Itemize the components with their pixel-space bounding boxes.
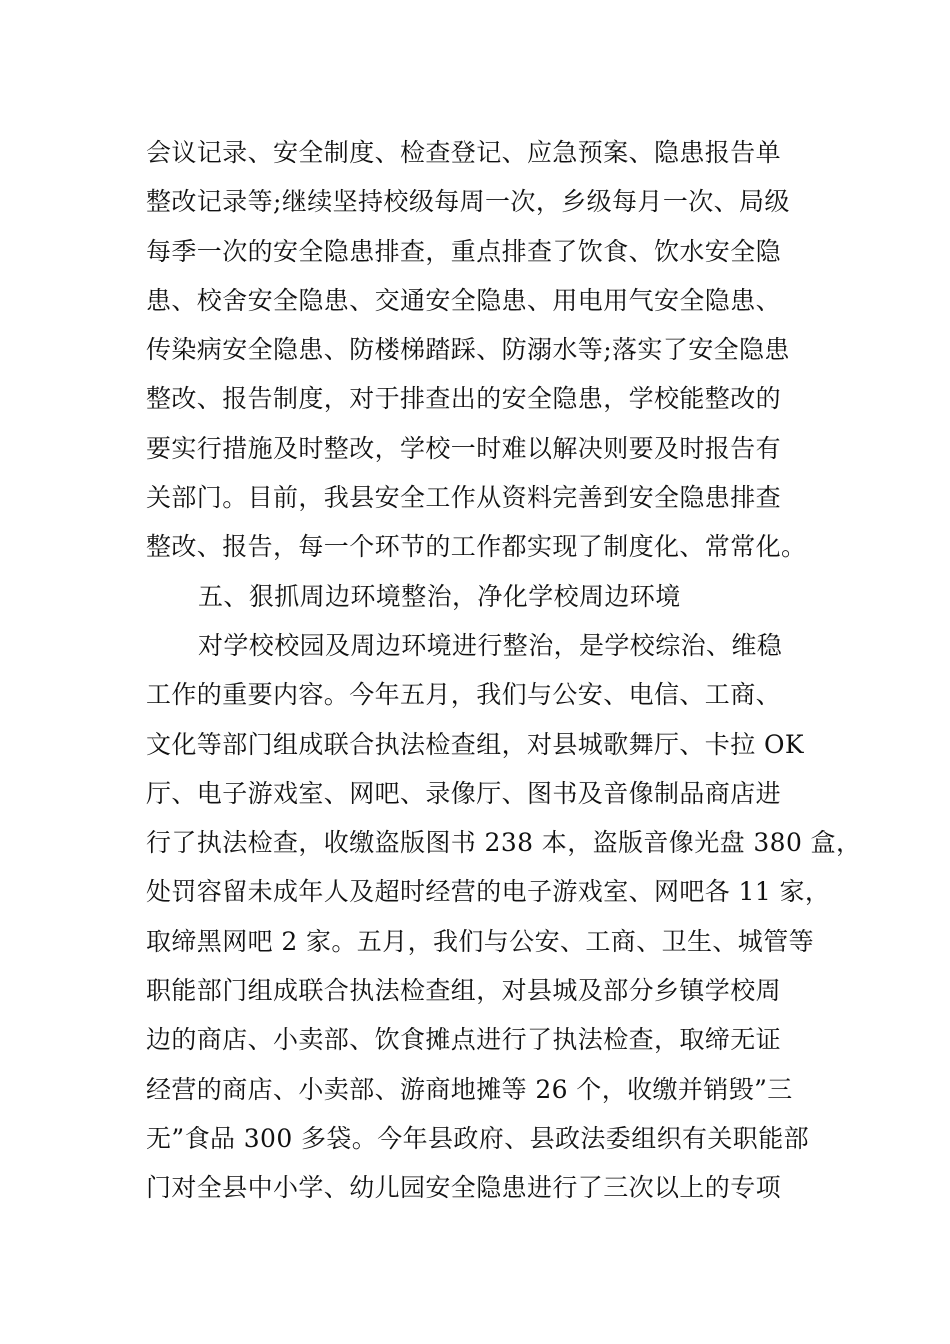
body-text <box>146 128 862 1213</box>
text-line: 文化等部门组成联合执法检查组，对县城歌舞厅、卡拉 OK <box>146 729 804 759</box>
text-line: 传染病安全隐患、防楼梯踏踩、防溺水等;落实了安全隐患 <box>146 335 790 365</box>
section-heading: 五、狠抓周边环境整治，净化学校周边环境 <box>198 581 681 611</box>
text-line: 经营的商店、小卖部、游商地摊等 26 个，收缴并销毁”三 <box>146 1074 793 1104</box>
text-line: 关部门。目前，我县安全工作从资料完善到安全隐患排查 <box>146 483 782 513</box>
text-line: 处罚容留未成年人及超时经营的电子游戏室、网吧各 11 家， <box>146 877 831 907</box>
text-line: 无”食品 300 多袋。今年县政府、县政法委组织有关职能部 <box>146 1123 809 1153</box>
text-line: 行了执法检查，收缴盗版图书 238 本，盗版音像光盘 380 盒， <box>146 828 862 858</box>
text-line: 整改、报告，每一个环节的工作都实现了制度化、常常化。 <box>146 532 807 562</box>
text-line: 工作的重要内容。今年五月，我们与公安、电信、工商、 <box>146 680 782 710</box>
text-line: 要实行措施及时整改，学校一时难以解决则要及时报告有 <box>146 433 782 463</box>
text-line: 患、校舍安全隐患、交通安全隐患、用电用气安全隐患、 <box>146 285 782 315</box>
text-line: 整改、报告制度，对于排查出的安全隐患，学校能整改的 <box>146 384 782 414</box>
text-line: 每季一次的安全隐患排查，重点排查了饮食、饮水安全隐 <box>146 236 782 266</box>
text-line: 会议记录、安全制度、检查登记、应急预案、隐患报告单 <box>146 138 782 167</box>
paragraph-first-line: 对学校校园及周边环境进行整治，是学校综治、维稳 <box>198 630 783 660</box>
text-line: 边的商店、小卖部、饮食摊点进行了执法检查，取缔无证 <box>146 1025 782 1055</box>
text-line: 取缔黑网吧 2 家。五月，我们与公安、工商、卫生、城管等 <box>146 926 815 956</box>
text-line: 厅、电子游戏室、网吧、录像厅、图书及音像制品商店进 <box>146 778 782 808</box>
text-line: 职能部门组成联合执法检查组，对县城及部分乡镇学校周 <box>146 976 782 1006</box>
text-line: 门对全县中小学、幼儿园安全隐患进行了三次以上的专项 <box>146 1173 782 1203</box>
text-line: 整改记录等;继续坚持校级每周一次，乡级每月一次、局级 <box>146 187 790 217</box>
